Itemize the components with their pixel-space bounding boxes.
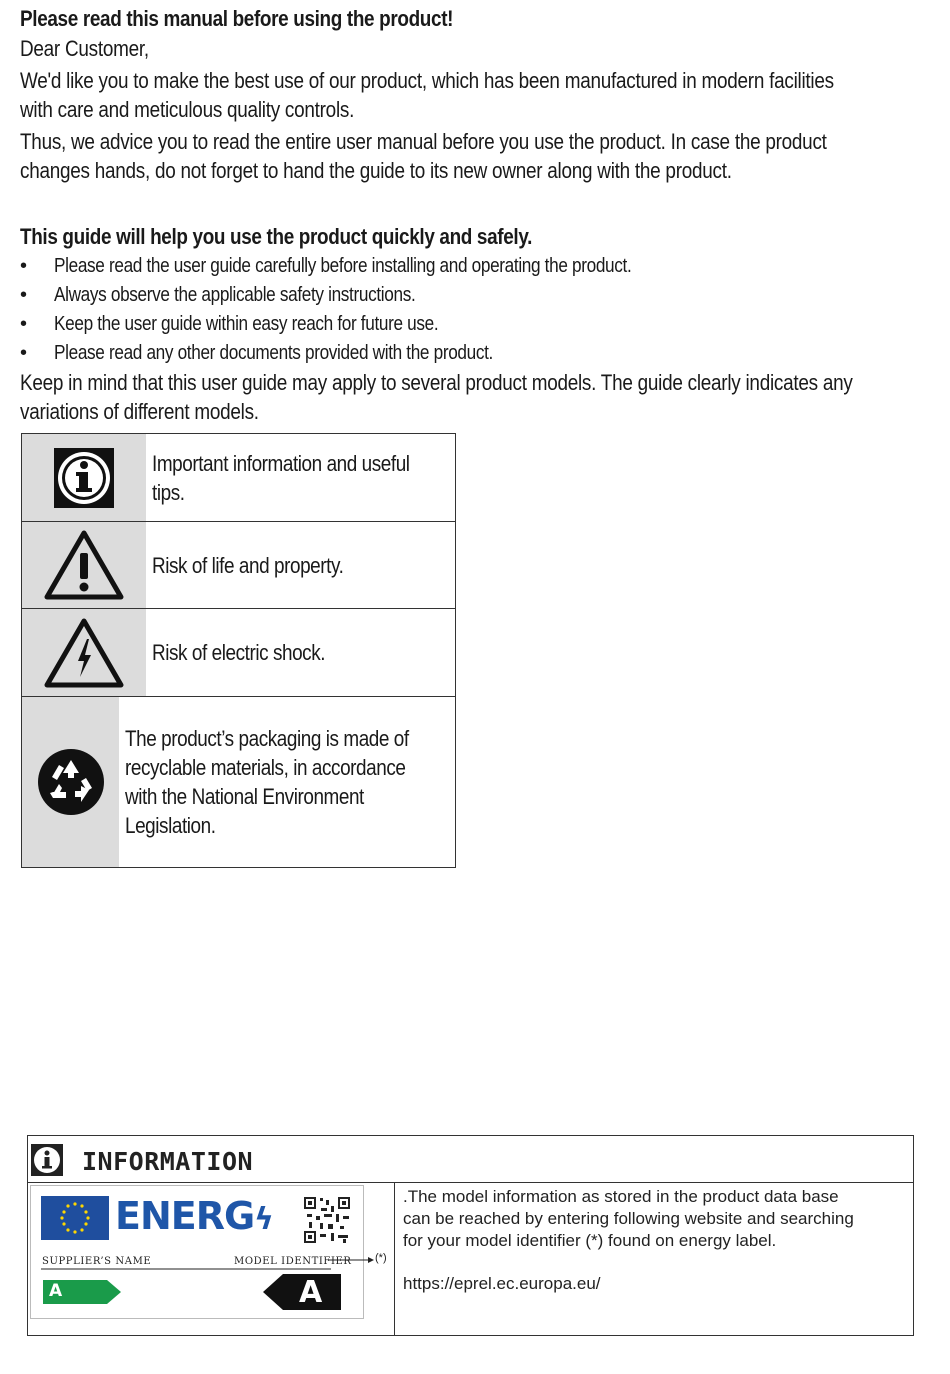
bullet-dot: • <box>20 255 28 277</box>
arrow-icon <box>328 1255 374 1265</box>
energy-label <box>30 1185 364 1319</box>
list-item: Please read any other documents provided with the product. <box>54 342 493 364</box>
model-identifier-label: MODEL IDENTIFIER <box>234 1256 352 1267</box>
guide-note-line1: Keep in mind that this user guide may apply to several product models. The guide clearly indicates any <box>20 370 853 395</box>
table-row <box>22 697 455 867</box>
qr-code <box>303 1196 351 1244</box>
energy-wordmark <box>115 1194 273 1238</box>
intro-para2-line1: Thus, we advice you to read the entire user manual before you use the product. In case the product <box>20 129 827 154</box>
intro-para1-line1: We'd like you to make the best use of our product, which has been manufactured in modern facilities <box>20 68 834 93</box>
guide-note-line2: variations of different models. <box>20 399 259 424</box>
symbol-text-line: Risk of electric shock. <box>152 640 326 665</box>
symbol-text-line: Risk of life and property. <box>152 552 344 578</box>
symbol-cell <box>22 434 146 521</box>
energy-bolt-icon: ϟ <box>254 1202 273 1237</box>
list-item: Keep the user guide within easy reach for future use. <box>54 313 439 335</box>
eprel-url[interactable]: https://eprel.ec.europa.eu/ <box>403 1274 601 1293</box>
info-icon <box>31 1144 63 1176</box>
symbol-text-line: with the National Environment <box>125 784 364 809</box>
information-text-line: for your model identifier (*) found on energy label. <box>403 1231 777 1250</box>
symbol-text-line: The product’s packaging is made of <box>125 726 409 751</box>
bullet-dot: • <box>20 313 28 335</box>
energy-word: ENERG <box>115 1194 255 1238</box>
information-text-line: .The model information as stored in the product data base <box>403 1187 839 1206</box>
symbol-description <box>146 522 455 608</box>
guide-heading: This guide will help you use the product quickly and safely. <box>20 224 533 249</box>
information-title: INFORMATION <box>82 1147 254 1176</box>
greeting: Dear Customer, <box>20 36 149 61</box>
model-asterisk: (*) <box>375 1252 387 1264</box>
column-divider <box>394 1183 395 1336</box>
information-box <box>27 1135 914 1336</box>
symbol-text-line: Legislation. <box>125 813 216 838</box>
info-icon <box>53 447 115 509</box>
page-heading: Please read this manual before using the product! <box>20 6 454 31</box>
energy-class-letter: A <box>299 1275 323 1310</box>
information-text-line: can be reached by entering following website and searching <box>403 1209 854 1228</box>
intro-para2-line2: changes hands, do not forget to hand the guide to its new owner along with the product. <box>20 158 732 183</box>
information-text <box>403 1186 903 1252</box>
electric-shock-icon <box>43 617 125 689</box>
bullet-dot: • <box>20 342 28 364</box>
symbol-cell <box>22 522 146 608</box>
warning-icon <box>43 529 125 601</box>
list-item: Please read the user guide carefully before installing and operating the product. <box>54 255 632 277</box>
recycle-icon <box>37 748 105 816</box>
symbol-description <box>146 609 455 696</box>
table-row <box>22 522 455 609</box>
symbol-text-line: tips. <box>152 479 185 505</box>
symbol-description <box>146 434 455 521</box>
symbol-text-line: Important information and useful <box>152 450 410 476</box>
symbols-table <box>21 433 456 868</box>
list-item: Always observe the applicable safety instructions. <box>54 284 416 306</box>
supplier-name-label: SUPPLIER’S NAME <box>42 1256 152 1267</box>
information-header <box>28 1136 913 1183</box>
symbol-description <box>119 697 455 867</box>
intro-para1-line2: with care and meticulous quality controls. <box>20 97 355 122</box>
table-row <box>22 609 455 697</box>
symbol-cell <box>22 609 146 696</box>
symbol-text-line: recyclable materials, in accordance <box>125 755 406 780</box>
table-row <box>22 434 455 522</box>
energy-class-scale-letter: A <box>49 1281 63 1301</box>
bullet-dot: • <box>20 284 28 306</box>
symbol-cell <box>22 697 119 867</box>
